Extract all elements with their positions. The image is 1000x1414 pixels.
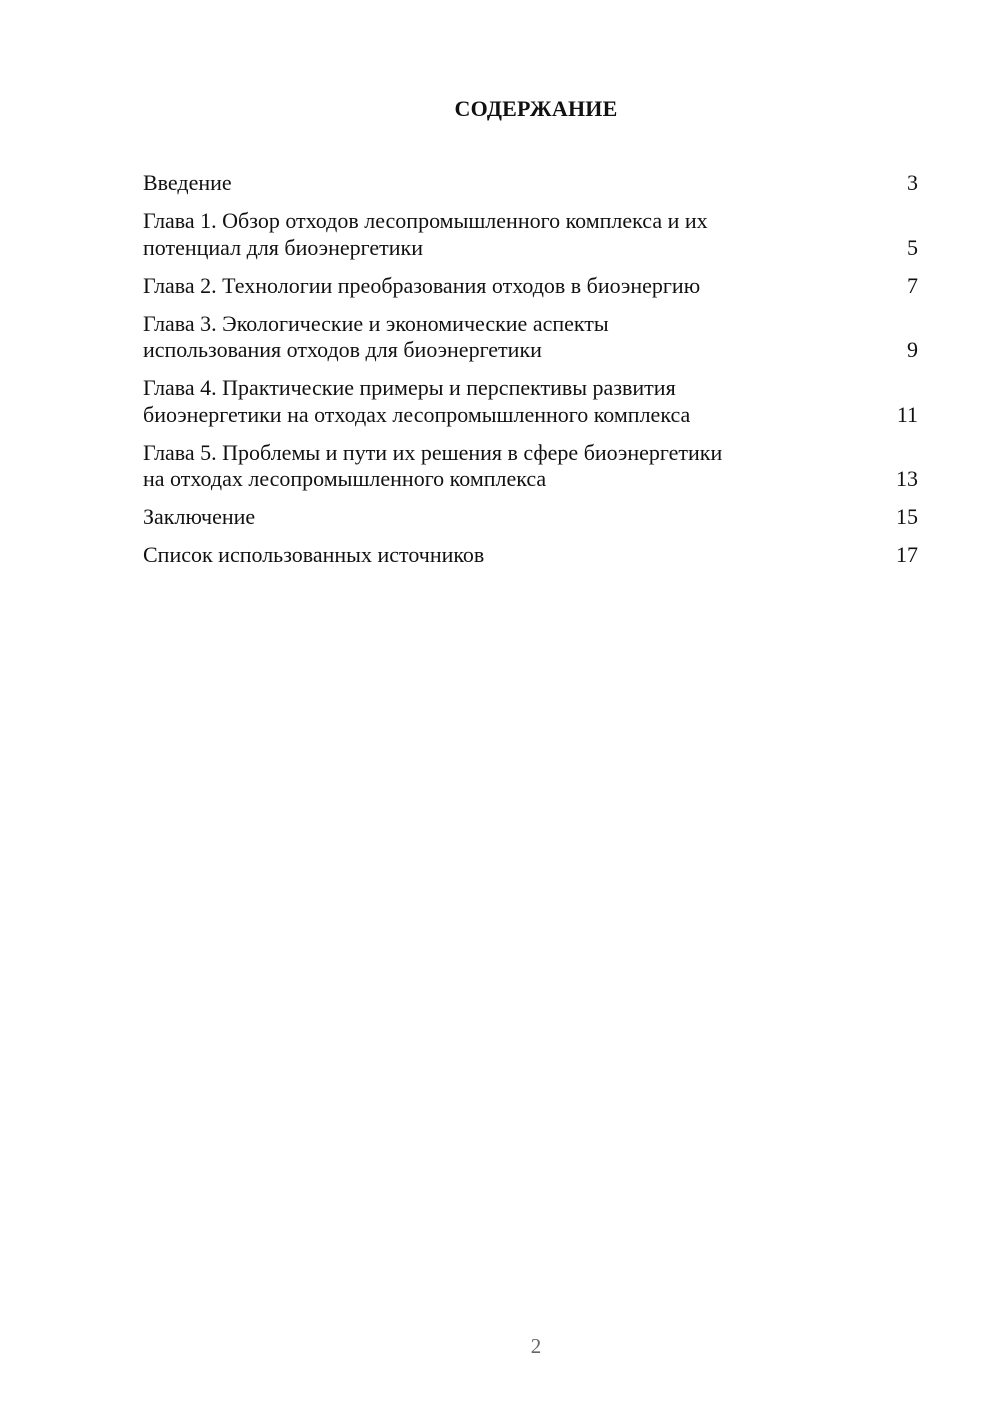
- toc-entry-line: Глава 2. Технологии преобразования отходов в биоэнергию: [143, 272, 701, 298]
- toc-entry-introduction: [143, 170, 918, 197]
- toc-entry-line: потенциал для биоэнергетики: [143, 234, 423, 260]
- toc-entry-line: биоэнергетики на отходах лесопромышленного комплекса: [143, 401, 691, 427]
- toc-entry-text: [143, 504, 255, 531]
- toc-entry-conclusion: [143, 504, 918, 531]
- toc-entry-page: 17: [896, 542, 918, 567]
- toc-entry-line: Глава 3. Экологические и экономические аспекты: [143, 310, 609, 336]
- toc-entry-text: [143, 542, 484, 569]
- toc-entry-page: 3: [907, 170, 918, 195]
- toc-entry-page: 9: [907, 337, 918, 362]
- toc-entry-line: на отходах лесопромышленного комплекса: [143, 466, 547, 491]
- toc-entry-text: [143, 273, 700, 300]
- toc-entry-page: 15: [896, 504, 918, 529]
- toc-entry-text: [143, 440, 722, 493]
- toc-entry-page: 5: [907, 234, 918, 260]
- toc-entry-chapter-5: [143, 440, 918, 493]
- toc-entry-line: Введение: [143, 170, 232, 195]
- toc-entry-chapter-1: [143, 208, 918, 261]
- toc-entry-line: Список использованных источников: [143, 542, 485, 567]
- toc-entry-chapter-4: [143, 375, 918, 428]
- toc-entry-text: [143, 311, 609, 364]
- toc-entry-line: Заключение: [143, 504, 256, 529]
- toc-entry-page: 7: [907, 272, 918, 298]
- toc-entry-page: 13: [896, 466, 918, 491]
- toc-entry-text: [143, 170, 232, 197]
- table-of-contents: [143, 170, 918, 580]
- toc-entry-text: [143, 375, 690, 428]
- toc-entry-text: [143, 208, 708, 261]
- toc-entry-chapter-3: [143, 311, 918, 364]
- toc-entry-page: 11: [896, 401, 918, 427]
- page-title: СОДЕРЖАНИЕ: [454, 96, 618, 121]
- toc-entry-line: Глава 5. Проблемы и пути их решения в сфере биоэнергетики: [143, 439, 723, 465]
- toc-entry-references: [143, 542, 918, 569]
- toc-entry-line: Глава 4. Практические примеры и перспективы развития: [143, 375, 676, 400]
- page-number: 2: [530, 1334, 542, 1358]
- toc-entry-line: использования отходов для биоэнергетики: [143, 337, 542, 362]
- toc-entry-line: Глава 1. Обзор отходов лесопромышленного комплекса и их: [143, 208, 708, 233]
- toc-entry-chapter-2: [143, 273, 918, 300]
